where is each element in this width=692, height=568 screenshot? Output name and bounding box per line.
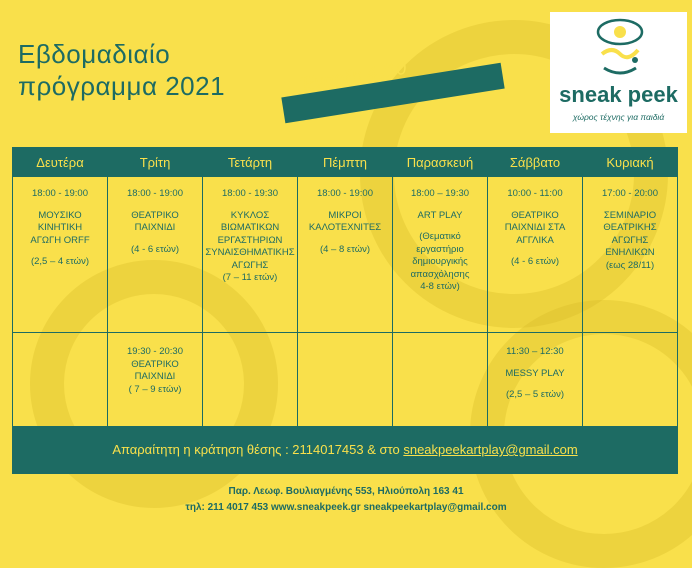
- spacer: [15, 201, 105, 210]
- spacer: [490, 359, 580, 368]
- class-text: 18:00 - 19:00: [127, 188, 183, 199]
- schedule-table: [12, 147, 678, 429]
- spacer: [300, 235, 390, 244]
- class-text: ΣΕΜΙΝΑΡΙΟ: [603, 209, 657, 221]
- spacer: [490, 201, 580, 210]
- class-text: (4 - 6 ετών): [131, 243, 179, 255]
- class-text: (2,5 – 5 ετών): [505, 389, 565, 400]
- class-text: (4 - 6 ετών): [511, 256, 559, 267]
- class-text: 18:00 - 19:30: [222, 188, 278, 199]
- spacer: [300, 201, 390, 210]
- class-text: ΘΕΑΤΡΙΚΗΣ: [603, 222, 657, 233]
- class-text: ( 7 – 9 ετών): [128, 383, 182, 395]
- schedule-cell: [203, 177, 298, 333]
- day-header: Δευτέρα: [13, 148, 108, 177]
- spacer: [395, 222, 485, 231]
- spacer: [490, 380, 580, 389]
- schedule-cell: [583, 177, 678, 333]
- class-text: ΕΡΓΑΣΤΗΡΙΩΝ: [217, 234, 283, 246]
- class-text: 18:00 - 19:00: [317, 188, 373, 199]
- class-text: ΑΓΓΛΙΚΑ: [516, 234, 554, 246]
- class-text: ΘΕΑΤΡΙΚΟ: [131, 358, 179, 370]
- class-text: (7 – 11 ετών): [222, 272, 278, 283]
- class-text: δημιουργικής: [412, 256, 468, 267]
- title-line-1: Εβδομαδιαίο: [18, 39, 171, 69]
- class-text: MESSY PLAY: [505, 367, 565, 379]
- class-text: ΠΑΙΧΝΙΔΙ: [134, 371, 176, 382]
- class-text: 17:00 - 20:00: [602, 188, 658, 199]
- spacer: [110, 235, 200, 244]
- start-date: Έναρξη 4 /10: [299, 57, 408, 95]
- day-header: Τετάρτη: [203, 148, 298, 177]
- class-text: 18:00 - 19:00: [32, 188, 88, 199]
- logo-figure-icon: [590, 16, 648, 80]
- class-text: ΜΙΚΡΟΙ: [328, 209, 362, 221]
- schedule-cell: [298, 333, 393, 429]
- schedule-cell: [583, 333, 678, 429]
- class-text: ΑΓΩΓΗΣ: [231, 259, 269, 271]
- spacer: [490, 247, 580, 256]
- schedule-cell: [13, 177, 108, 333]
- email-link[interactable]: sneakpeekartplay@gmail.com: [403, 442, 578, 457]
- title-line-2: πρόγραμμα 2021: [18, 71, 226, 101]
- schedule-cell: [13, 333, 108, 429]
- class-text: απασχόλησης: [410, 268, 470, 280]
- spacer: [110, 201, 200, 210]
- spacer: [205, 201, 295, 210]
- day-header: Πέμπτη: [298, 148, 393, 177]
- class-text: 19:30 - 20:30: [127, 346, 183, 357]
- page-title: [18, 38, 225, 102]
- class-text: ΚΙΝΗΤΙΚΗ: [37, 222, 83, 233]
- class-text: ΑΓΩΓΗΣ: [611, 234, 649, 246]
- class-text: ΑΓΩΓΗ ORFF: [30, 234, 90, 246]
- day-header: Κυριακή: [583, 148, 678, 177]
- schedule-cell: [203, 333, 298, 429]
- contact-line: τηλ: 211 4017 453 www.sneakpeek.gr sneakpeekartplay@gmail.com: [185, 502, 507, 513]
- spacer: [395, 201, 485, 210]
- class-text: (εως 28/11): [605, 259, 655, 271]
- class-text: ΕΝΗΛΙΚΩΝ: [605, 247, 655, 258]
- spacer: [15, 247, 105, 256]
- schedule-cell: [488, 333, 583, 429]
- schedule-cell: [393, 333, 488, 429]
- class-text: ΠΑΙΧΝΙΔΙ ΣΤΑ: [504, 222, 566, 233]
- reservation-text: Απαραίτητη η κράτηση θέσης : 2114017453 & στο: [112, 442, 404, 457]
- class-text: ΘΕΑΤΡΙΚΟ: [511, 209, 559, 221]
- schedule-cell: [298, 177, 393, 333]
- day-header: Σάββατο: [488, 148, 583, 177]
- logo-name: sneak peek: [559, 82, 678, 107]
- reservation-bar: [12, 426, 678, 474]
- class-text: εργαστήριο: [416, 243, 464, 255]
- class-text: ΣΥΝΑΙΣΘΗΜΑΤΙΚΗΣ: [205, 247, 295, 258]
- address: Παρ. Λεωφ. Βουλιαγμένης 553, Ηλιούπολη 163 41: [228, 486, 464, 497]
- schedule-row: [13, 177, 678, 333]
- class-text: (2,5 – 4 ετών): [30, 256, 90, 267]
- class-text: (Θεματικό: [419, 231, 461, 242]
- schedule-row: [13, 333, 678, 429]
- schedule-cell: [393, 177, 488, 333]
- schedule-cell: [108, 177, 203, 333]
- class-text: ΚΑΛΟΤΕΧΝΙΤΕΣ: [308, 222, 382, 233]
- logo-tagline: χώρος τέχνης για παιδιά: [572, 112, 665, 122]
- day-header-row: [13, 148, 678, 177]
- spacer: [585, 201, 675, 210]
- class-text: (4 – 8 ετών): [319, 243, 371, 255]
- class-text: 11:30 – 12:30: [506, 346, 564, 357]
- class-text: ΚΥΚΛΟΣ ΒΙΩΜΑΤΙΚΩΝ: [220, 209, 280, 233]
- class-text: ART PLAY: [417, 209, 463, 221]
- class-text: ΜΟΥΣΙΚΟ: [38, 209, 82, 221]
- day-header: Παρασκευή: [393, 148, 488, 177]
- reservation-note: [12, 442, 678, 457]
- logo: [550, 12, 687, 133]
- schedule-cell: [108, 333, 203, 429]
- class-text: 4-8 ετών): [420, 281, 460, 292]
- day-header: Τρίτη: [108, 148, 203, 177]
- schedule-cell: [488, 177, 583, 333]
- class-text: 10:00 - 11:00: [507, 188, 563, 199]
- class-text: ΘΕΑΤΡΙΚΟ: [131, 209, 179, 221]
- class-text: 18:00 – 19:30: [410, 188, 470, 199]
- class-text: ΠΑΙΧΝΙΔΙ: [134, 222, 176, 233]
